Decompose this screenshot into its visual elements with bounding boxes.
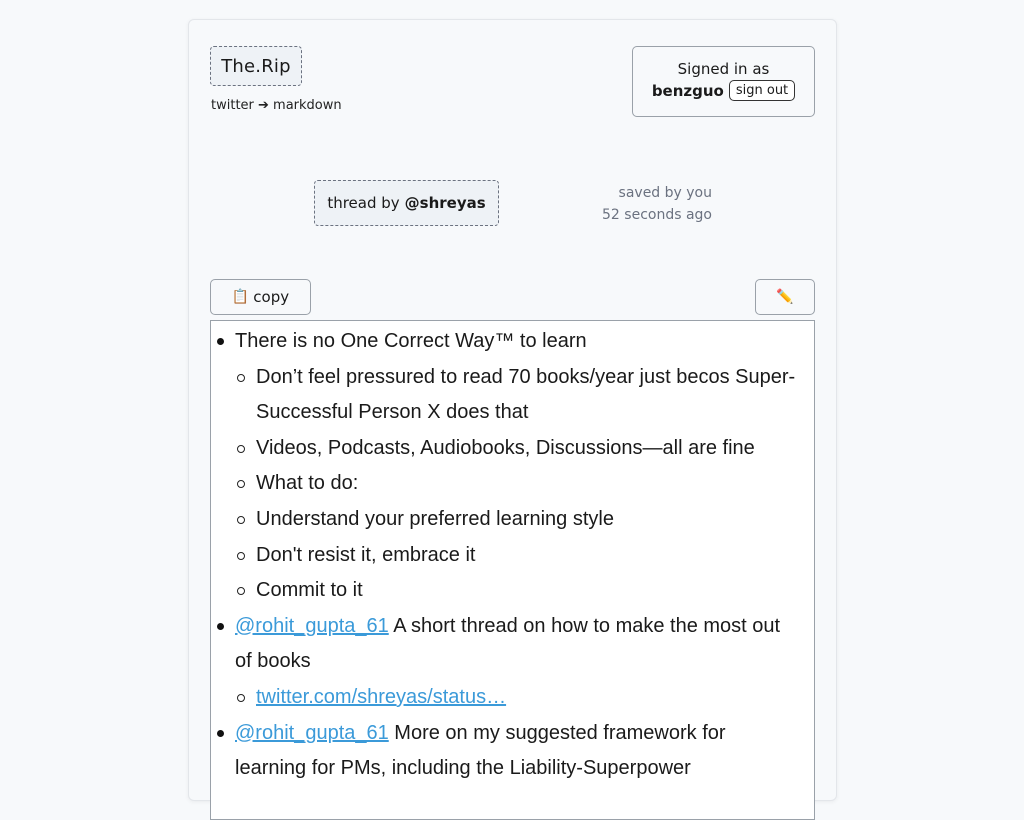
sub-list-item: Understand your preferred learning style bbox=[235, 502, 798, 538]
sub-list bbox=[235, 360, 798, 609]
sub-list-item: Don't resist it, embrace it bbox=[235, 538, 798, 574]
account-box bbox=[632, 46, 815, 117]
tweet-link[interactable]: twitter.com/shreyas/status… bbox=[256, 685, 507, 708]
thread-author-badge[interactable] bbox=[314, 180, 499, 226]
main-card bbox=[188, 19, 837, 801]
sub-list-item: Videos, Podcasts, Audiobooks, Discussions—all are fine bbox=[235, 431, 798, 467]
tagline: twitter ➔ markdown bbox=[211, 98, 342, 113]
mention-link[interactable]: @rohit_gupta_61 bbox=[235, 614, 389, 637]
clipboard-icon: 📋 bbox=[231, 289, 250, 305]
sub-list bbox=[235, 680, 798, 716]
list-item-text: A short thread on how to make the most out of books bbox=[235, 614, 781, 673]
sub-list-item: Commit to it bbox=[235, 573, 798, 609]
pencil-icon: ✏️ bbox=[776, 289, 794, 305]
sub-list-item: What to do: bbox=[235, 466, 798, 502]
sub-list-item bbox=[235, 680, 798, 716]
saved-time: 52 seconds ago bbox=[602, 207, 712, 223]
account-row bbox=[633, 80, 814, 101]
brand-logo[interactable]: The.Rip bbox=[210, 46, 302, 86]
copy-label: copy bbox=[253, 288, 290, 306]
content-list bbox=[211, 321, 814, 787]
copy-button[interactable] bbox=[210, 279, 311, 315]
thread-prefix: thread by bbox=[327, 194, 400, 212]
edit-button[interactable] bbox=[755, 279, 815, 315]
sub-list-item: Don’t feel pressured to read 70 books/year just becos Super-Successful Person X does that bbox=[235, 360, 798, 431]
username: benzguo bbox=[651, 81, 724, 100]
list-item bbox=[211, 716, 814, 787]
saved-by: saved by you bbox=[618, 185, 712, 201]
markdown-content[interactable] bbox=[210, 320, 815, 820]
saved-info bbox=[569, 182, 712, 226]
list-item-text: There is no One Correct Way™ to learn bbox=[235, 330, 587, 352]
sign-out-button[interactable]: sign out bbox=[729, 80, 795, 101]
mention-link[interactable]: @rohit_gupta_61 bbox=[235, 721, 389, 744]
list-item-text: More on my suggested framework for learning for PMs, including the Liability-Superpower bbox=[235, 721, 726, 780]
list-item bbox=[211, 609, 814, 716]
list-item bbox=[211, 324, 814, 609]
thread-author: @shreyas bbox=[404, 194, 486, 212]
signed-in-label: Signed in as bbox=[677, 60, 770, 78]
